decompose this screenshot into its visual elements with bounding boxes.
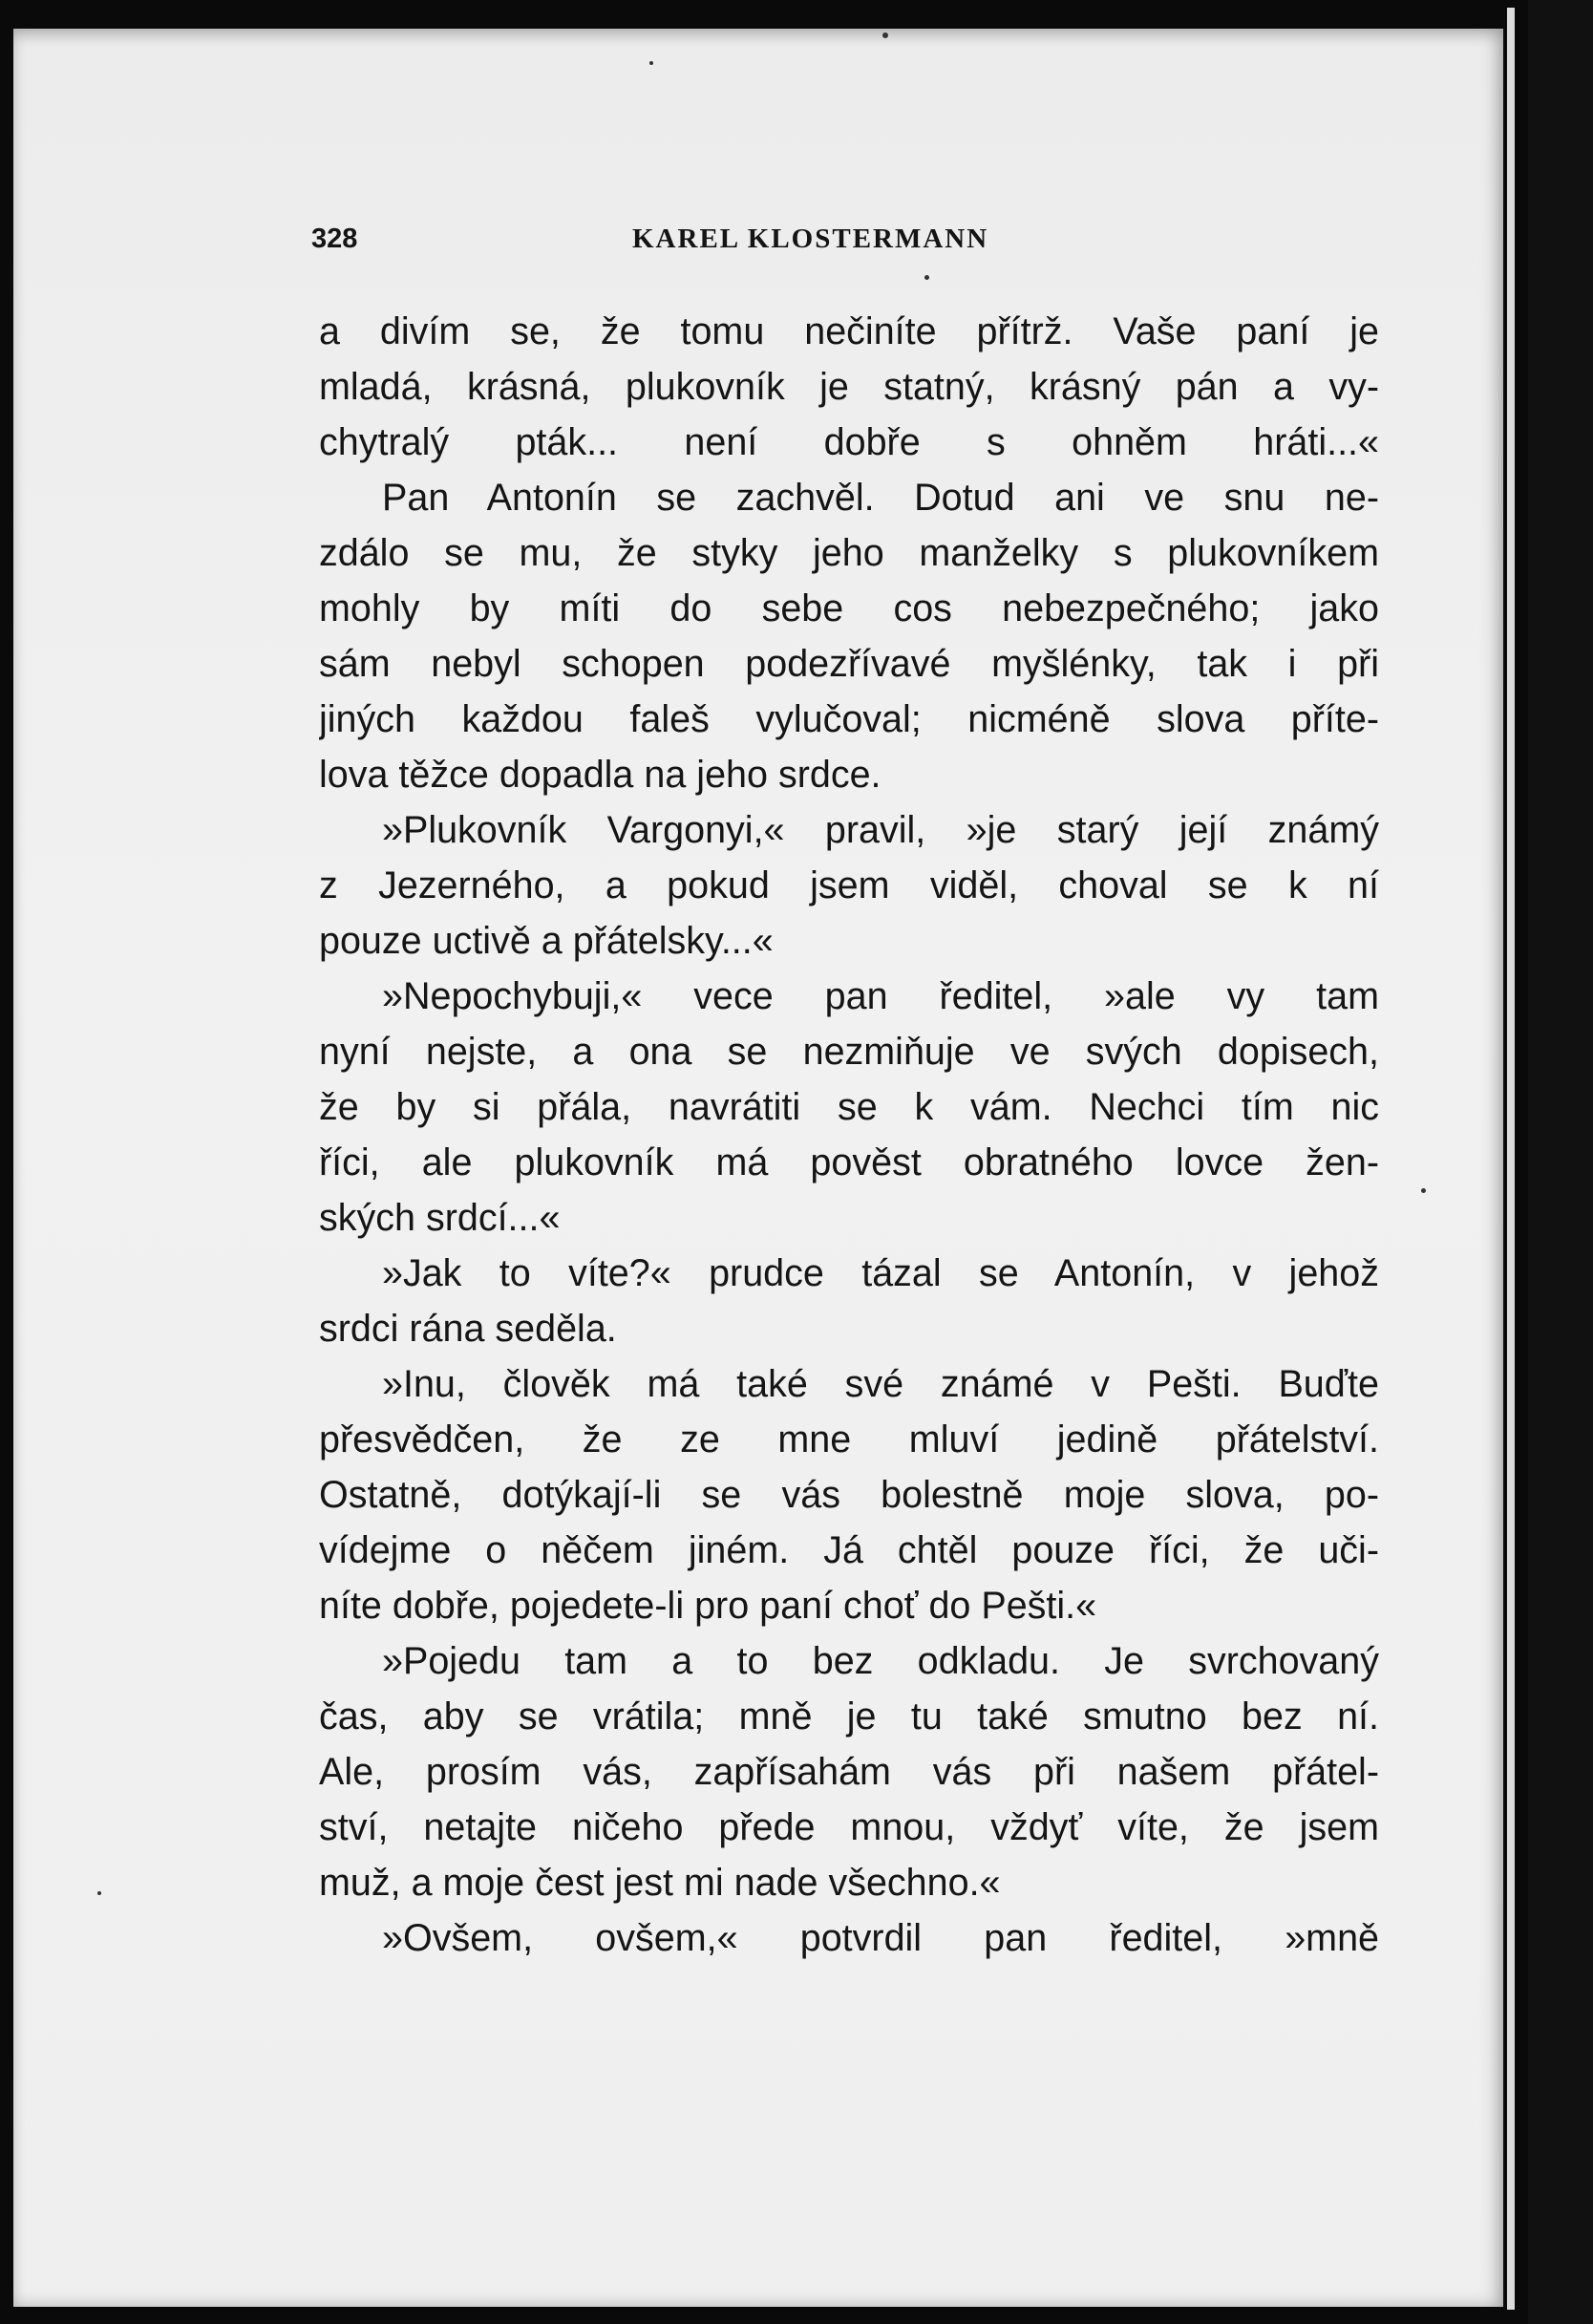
text-line: čas, aby se vrátila; mně je tu také smutno bez ní. bbox=[319, 1695, 1379, 1738]
text-line: jiných každou faleš vylučoval; nicméně slova příte- bbox=[319, 698, 1379, 740]
dust-speck bbox=[882, 32, 888, 38]
page-edge bbox=[1507, 8, 1515, 2310]
text-line: a divím se, že tomu nečiníte přítrž. Vaše paní je bbox=[319, 310, 1379, 352]
text-line: »Ovšem, ovšem,« potvrdil pan ředitel, »mně bbox=[382, 1917, 1379, 1959]
text-line: »Pojedu tam a to bez odkladu. Je svrchovaný bbox=[382, 1640, 1379, 1682]
text-line: říci, ale plukovník má pověst obratného lovce žen- bbox=[319, 1141, 1379, 1183]
text-line: »Plukovník Vargonyi,« pravil, »je starý její známý bbox=[382, 809, 1379, 851]
text-line: mladá, krásná, plukovník je statný, krásný pán a vy- bbox=[319, 366, 1379, 408]
text-line: Ale, prosím vás, zapřísahám vás při našem přátel- bbox=[319, 1751, 1379, 1793]
text-line: muž, a moje čest jest mi nade všechno.« bbox=[319, 1862, 1001, 1904]
text-line: níte dobře, pojedete-li pro paní choť do Pešti.« bbox=[319, 1585, 1097, 1627]
text-line: mohly by míti do sebe cos nebezpečného; jako bbox=[319, 587, 1379, 629]
text-line: Ostatně, dotýkají-li se vás bolestně moje slova, po- bbox=[319, 1474, 1379, 1516]
text-line: Pan Antonín se zachvěl. Dotud ani ve snu ne- bbox=[382, 477, 1379, 519]
text-line: ství, netajte ničeho přede mnou, vždyť víte, že jsem bbox=[319, 1806, 1379, 1848]
text-line: sám nebyl schopen podezřívavé myšlénky, tak i při bbox=[319, 643, 1379, 685]
dust-speck bbox=[649, 61, 653, 65]
page-number: 328 bbox=[311, 224, 358, 254]
text-line: vídejme o něčem jiném. Já chtěl pouze říci, že uči- bbox=[319, 1529, 1379, 1571]
dust-speck bbox=[924, 275, 929, 280]
scanner-border bbox=[1528, 0, 1593, 2324]
body-text bbox=[319, 304, 1379, 1966]
text-line: ských srdcí...« bbox=[319, 1197, 561, 1239]
text-line: pouze uctivě a přátelsky...« bbox=[319, 920, 774, 962]
text-line: nyní nejste, a ona se nezmiňuje ve svých dopisech, bbox=[319, 1031, 1379, 1073]
page-header bbox=[311, 224, 1352, 262]
text-line: chytralý pták... není dobře s ohněm hráti...« bbox=[319, 421, 1379, 463]
text-line: že by si přála, navrátiti se k vám. Nechci tím nic bbox=[319, 1086, 1379, 1128]
text-line: srdci rána seděla. bbox=[319, 1308, 617, 1350]
text-line: zdálo se mu, že styky jeho manželky s plukovníkem bbox=[319, 532, 1379, 574]
text-line: lova těžce dopadla na jeho srdce. bbox=[319, 754, 881, 796]
text-line: přesvědčen, že ze mne mluví jedině přátelství. bbox=[319, 1418, 1379, 1460]
text-line: z Jezerného, a pokud jsem viděl, choval se k ní bbox=[319, 864, 1379, 906]
text-line: »Inu, člověk má také své známé v Pešti. Buďte bbox=[382, 1363, 1379, 1405]
running-title: KAREL KLOSTERMANN bbox=[632, 224, 989, 254]
text-line: »Nepochybuji,« vece pan ředitel, »ale vy tam bbox=[382, 975, 1379, 1017]
dust-speck bbox=[97, 1891, 101, 1895]
dust-speck bbox=[1421, 1188, 1426, 1193]
text-line: »Jak to víte?« prudce tázal se Antonín, v jehož bbox=[382, 1252, 1379, 1294]
